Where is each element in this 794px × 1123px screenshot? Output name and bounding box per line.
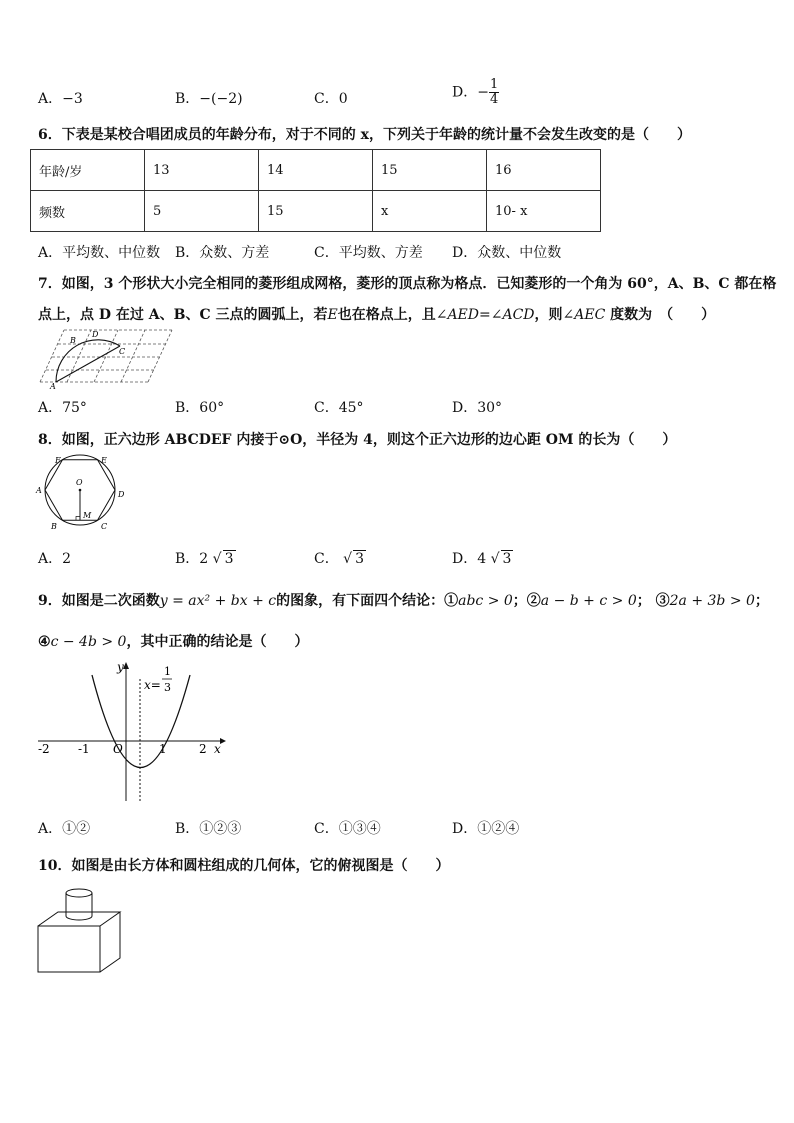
label-b: B (51, 522, 57, 531)
parabola-graph (30, 655, 230, 805)
question-7-line1: 7．如图，3 个形状大小完全相同的菱形组成网格，菱形的顶点称为格点．已知菱形的一个角为 60°，A、B、C 都在格 (38, 276, 777, 292)
table-cell: 年龄/岁 (31, 150, 145, 191)
x-axis-label: x (214, 742, 221, 756)
q7-option-a: A．75° (38, 400, 87, 416)
age-distribution-table (30, 149, 601, 232)
cuboid-cylinder-figure (36, 884, 126, 976)
hexagon-circle-figure (34, 452, 130, 532)
question-7-line2: 点上，点 D 在过 A、B、C 三点的圆弧上，若E也在格点上，且∠AED=∠ACD，则∠AEC 度数为 （ ） (38, 307, 716, 323)
label-o: O (76, 478, 83, 487)
table-cell: 10- x (487, 191, 601, 232)
table-cell: 频数 (31, 191, 145, 232)
table-cell: 14 (259, 150, 373, 191)
q5-option-a: A．−3 (38, 91, 83, 107)
axis-fraction-den: 3 (164, 681, 171, 694)
axis-of-symmetry-label: x= (144, 678, 161, 692)
q8-option-b: B．2 √ 3 (175, 551, 234, 567)
q9-option-b: B．①②③ (175, 821, 242, 837)
tick-label: -2 (38, 742, 50, 756)
question-9-line1: 9．如图是二次函数y = ax² + bx + c的图象，有下面四个结论：①abc > 0；②a − b + c > 0； ③2a + 3b > 0； (38, 593, 769, 609)
tick-label: 1 (159, 742, 167, 756)
label-d: D (92, 330, 99, 339)
label-e: E (101, 456, 107, 465)
table-cell: x (373, 191, 487, 232)
question-6: 6．下表是某校合唱团成员的年龄分布，对于不同的 x，下列关于年龄的统计量不会发生改变的是（ ） (38, 127, 691, 143)
q8-option-c: C． √ 3 (314, 551, 365, 567)
label-f: F (55, 456, 61, 465)
q8-option-d: D．4 √ 3 (452, 551, 512, 567)
label-a: A (36, 486, 42, 495)
label-a: A (50, 382, 56, 390)
table-row (31, 150, 601, 191)
q5-option-b: B．−(−2) (175, 91, 243, 107)
q6-option-b: B．众数、方差 (175, 245, 270, 261)
table-cell: 16 (487, 150, 601, 191)
q8-option-a: A．2 (38, 551, 72, 567)
q6-option-d: D．众数、中位数 (452, 245, 562, 261)
label-b: B (70, 336, 76, 345)
table-cell: 15 (373, 150, 487, 191)
label-d: D (118, 490, 125, 499)
table-cell: 15 (259, 191, 373, 232)
q9-option-a: A．①② (38, 821, 91, 837)
question-8: 8．如图，正六边形 ABCDEF 内接于⊙O，半径为 4，则这个正六边形的边心距 OM 的长为（ ） (38, 432, 677, 448)
y-axis-label: y (117, 660, 124, 674)
rhombus-grid-figure (34, 326, 174, 390)
fraction: $\frac{1}{4}$ (489, 77, 499, 107)
tick-label: -1 (78, 742, 90, 756)
q9-option-d: D．①②④ (452, 821, 520, 837)
table-cell: 13 (145, 150, 259, 191)
tick-label: 2 (199, 742, 207, 756)
q7-option-b: B．60° (175, 400, 225, 416)
axis-fraction-num: 1 (164, 665, 171, 678)
q7-option-d: D．30° (452, 400, 503, 416)
q6-option-c: C．平均数、方差 (314, 245, 423, 261)
label-m: M (83, 511, 92, 520)
label-c: C (101, 522, 108, 531)
origin-label: O (113, 742, 123, 756)
q7-option-c: C．45° (314, 400, 364, 416)
table-row (31, 191, 601, 232)
q5-option-c: C．0 (314, 91, 348, 107)
label-c: C (119, 347, 126, 356)
q6-option-a: A．平均数、中位数 (38, 245, 161, 261)
table-cell: 5 (145, 191, 259, 232)
question-10: 10．如图是由长方体和圆柱组成的几何体，它的俯视图是（ ） (38, 858, 450, 874)
question-9-line2: ④c − 4b > 0，其中正确的结论是（ ） (38, 634, 309, 650)
q9-option-c: C．①③④ (314, 821, 381, 837)
q5-option-d: D．− $\frac{1}{4}$ (452, 77, 499, 107)
